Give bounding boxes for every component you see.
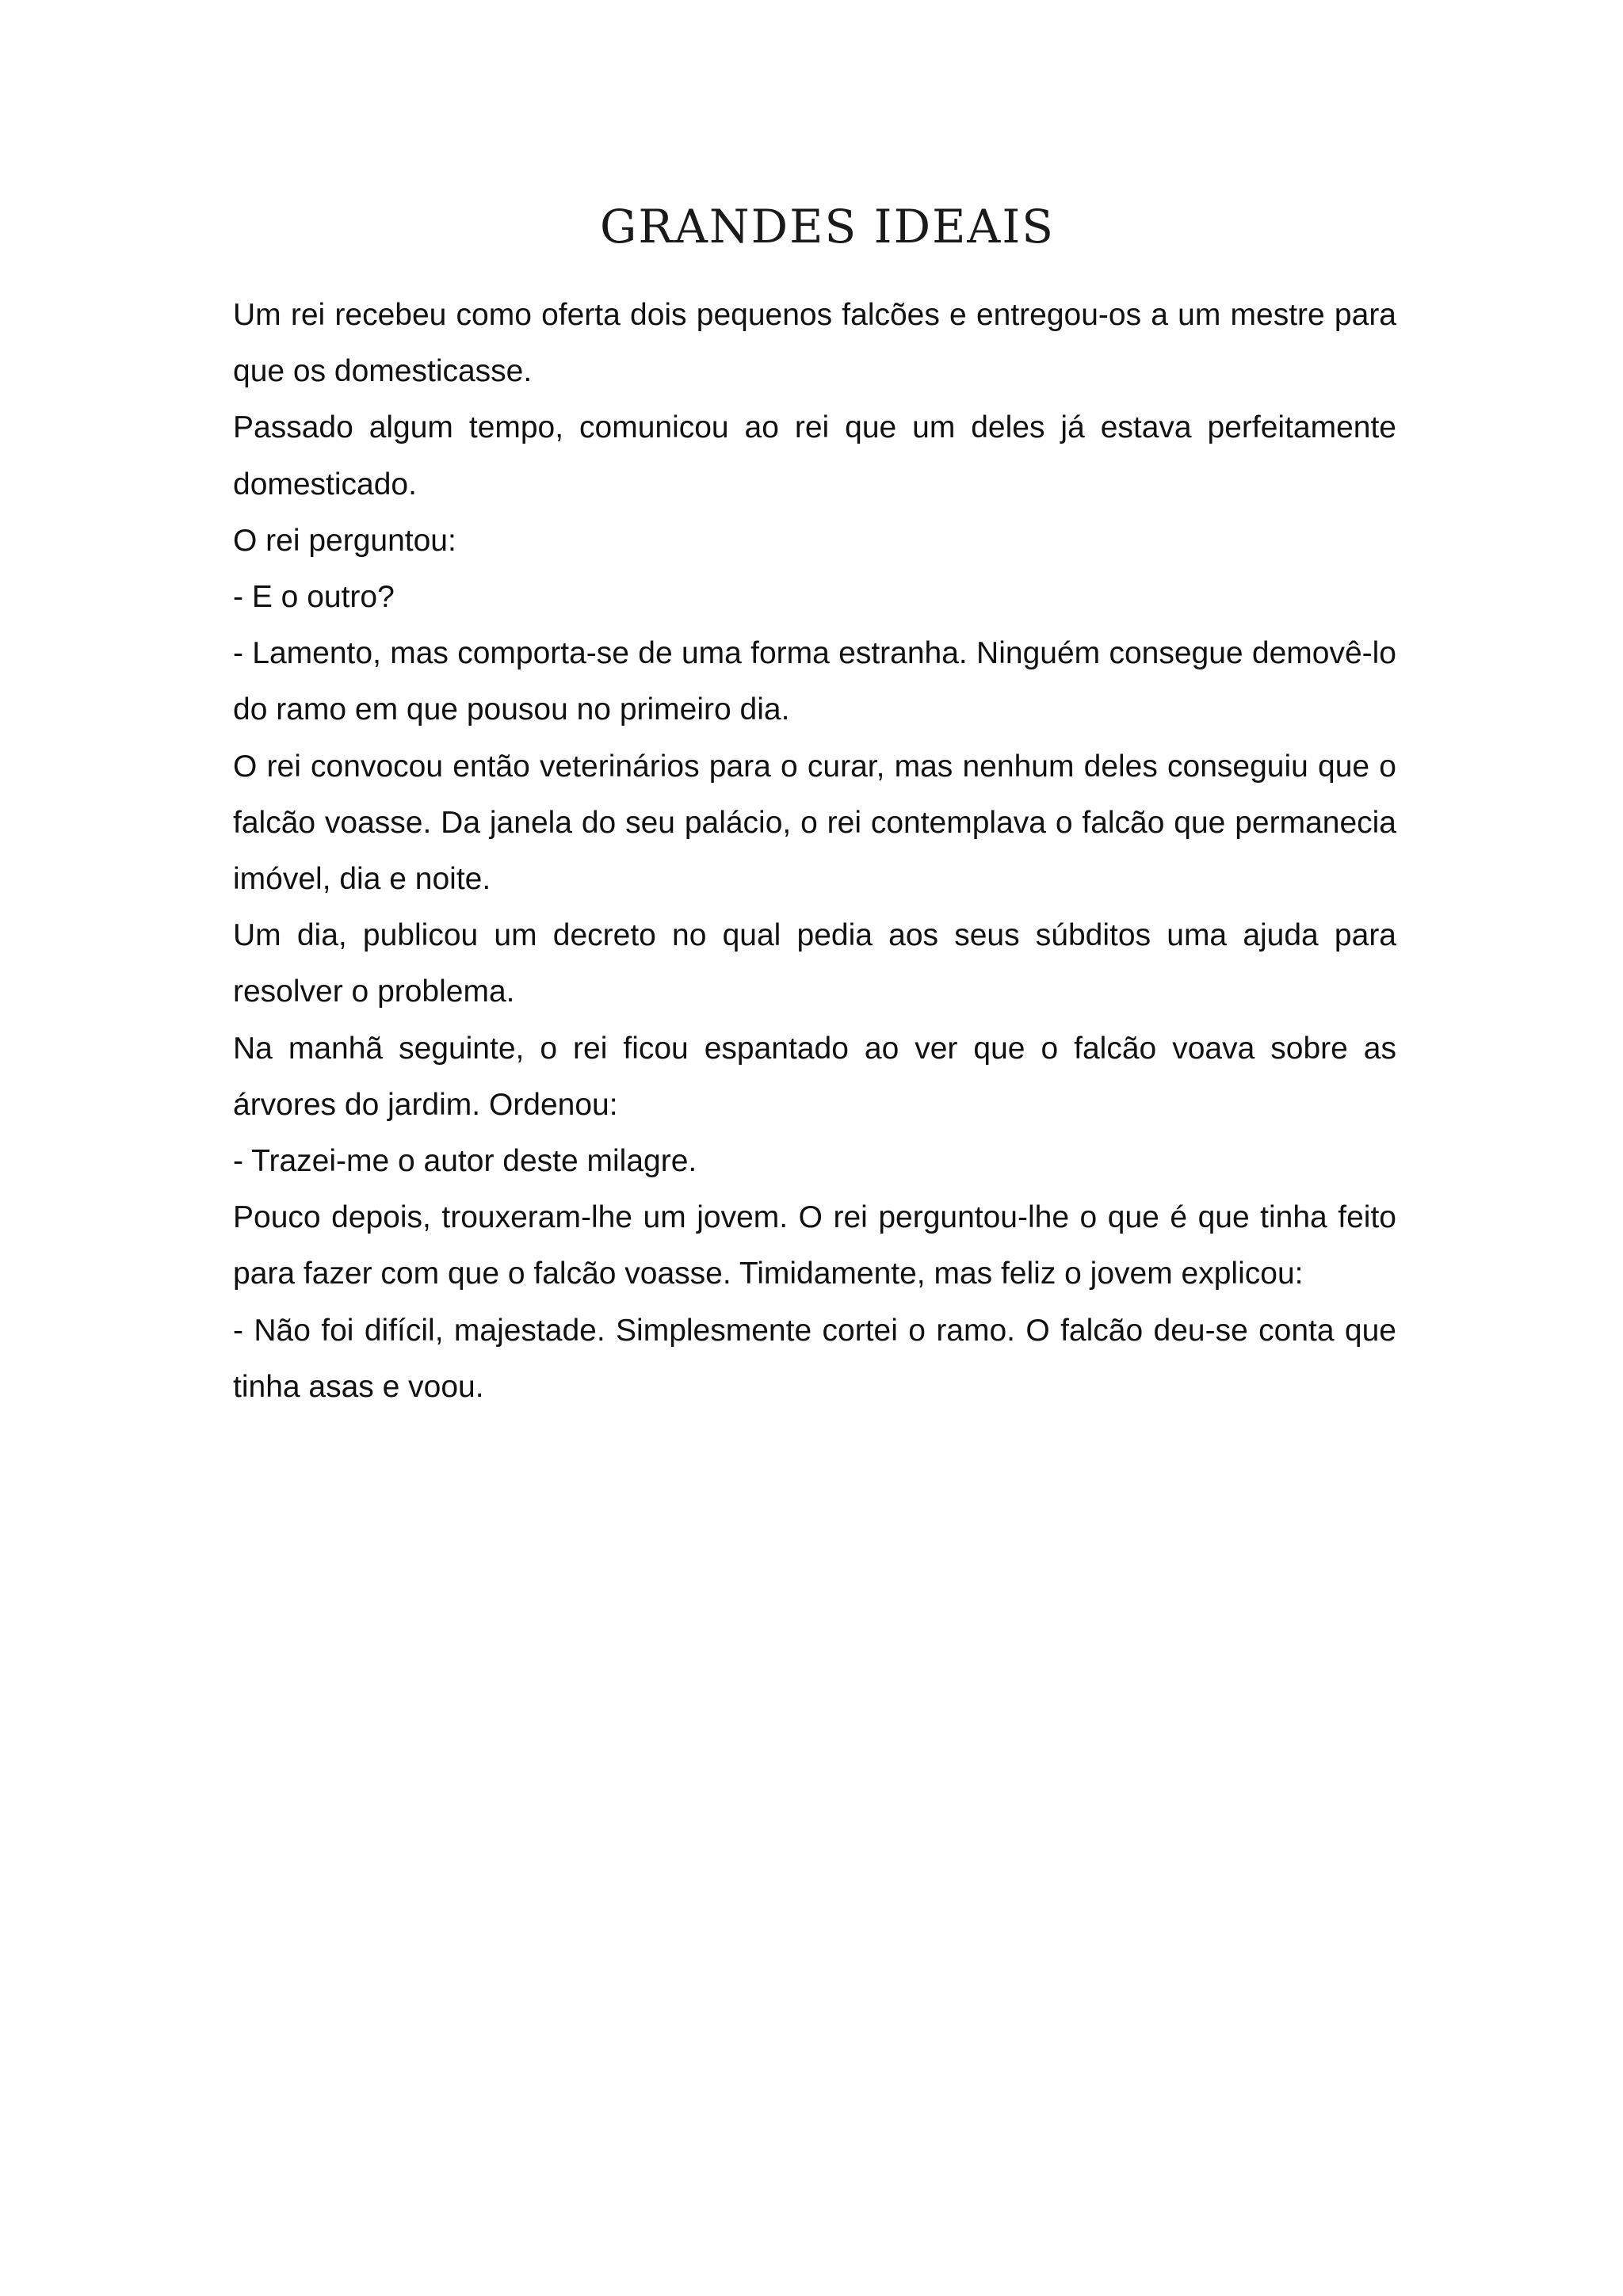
- paragraph: Um dia, publicou um decreto no qual pedia aos seus súbditos uma ajuda para resolver o problema.: [233, 918, 1396, 1009]
- paragraph: Pouco depois, trouxeram-lhe um jovem. O rei perguntou-lhe o que é que tinha feito para fazer com que o falcão voasse. Timidamente, mas feliz o jovem explicou:: [233, 1200, 1396, 1291]
- paragraph: - Lamento, mas comporta-se de uma forma estranha. Ninguém consegue demovê-lo do ramo em que pousou no primeiro dia.: [233, 636, 1396, 727]
- paragraph: O rei convocou então veterinários para o curar, mas nenhum deles conseguiu que o falcão voasse. Da janela do seu palácio, o rei contemplava o falcão que permanecia imóvel, dia e noite.: [233, 749, 1396, 897]
- paragraph: Na manhã seguinte, o rei ficou espantado ao ver que o falcão voava sobre as árvores do jardim. Ordenou:: [233, 1031, 1396, 1122]
- paragraph: Passado algum tempo, comunicou ao rei que um deles já estava perfeitamente domesticado.: [233, 410, 1396, 502]
- document-title: GRANDES IDEAIS: [600, 200, 1055, 254]
- document-body: [233, 287, 1396, 1415]
- paragraph: O rei perguntou:: [233, 523, 456, 558]
- paragraph: - E o outro?: [233, 580, 395, 615]
- paragraph: - Trazei-me o autor deste milagre.: [233, 1144, 697, 1179]
- paragraph: - Não foi difícil, majestade. Simplesmente cortei o ramo. O falcão deu-se conta que tinha asas e voou.: [233, 1313, 1396, 1404]
- paragraph: Um rei recebeu como oferta dois pequenos falcões e entregou-os a um mestre para que os domesticasse.: [233, 298, 1396, 389]
